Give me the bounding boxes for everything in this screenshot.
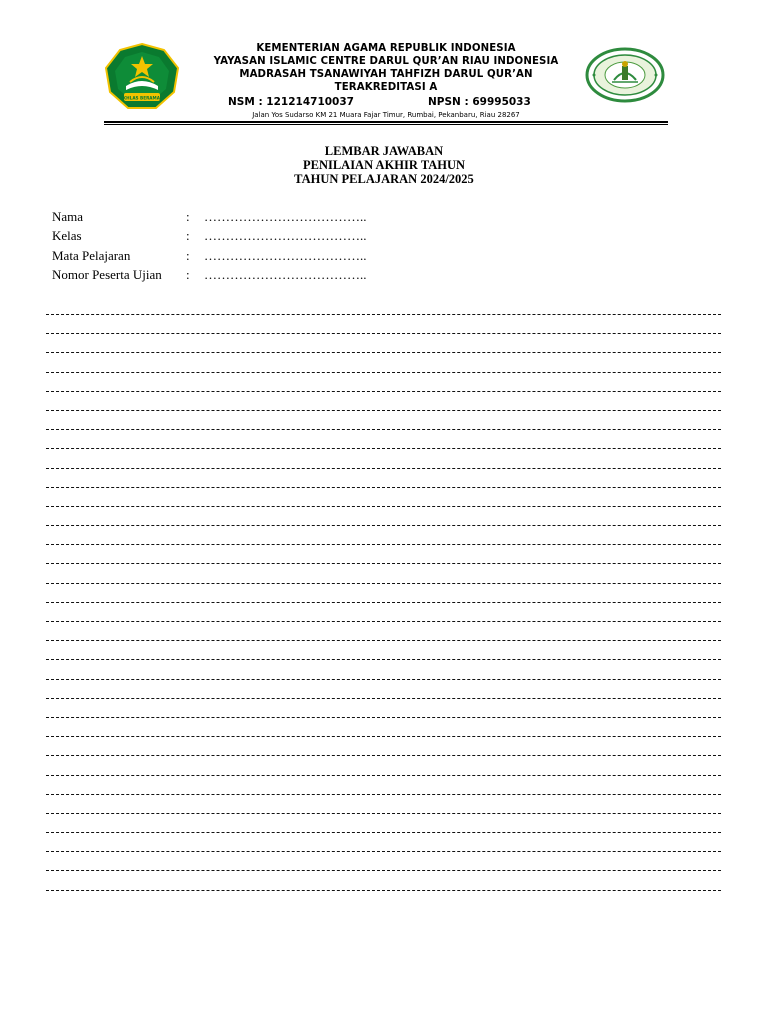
- answer-line: [46, 804, 721, 823]
- field-label: Nomor Peserta Ujian: [52, 266, 162, 282]
- answer-line: [46, 382, 721, 401]
- field-label: Nama: [52, 209, 84, 224]
- answer-line: [46, 478, 721, 497]
- answer-line: [46, 401, 721, 420]
- answer-line: [46, 554, 721, 573]
- letterhead-divider-thin: [104, 124, 668, 125]
- answer-line: [46, 861, 721, 880]
- letterhead-school: MADRASAH TSANAWIYAH TAHFIZH DARUL QUR’AN: [239, 69, 533, 80]
- letterhead-address: Jalan Yos Sudarso KM 21 Muara Fajar Timur, Rumbai, Pekanbaru, Riau 28267: [252, 111, 520, 119]
- field-blank: ………………………………..: [204, 228, 367, 244]
- npsn-number: NPSN : 69995033: [428, 96, 531, 108]
- answer-line: [46, 823, 721, 842]
- answer-line: [46, 439, 721, 458]
- answer-line: [46, 670, 721, 689]
- answer-line: [46, 650, 721, 669]
- svg-text:IKHLAS BERAMAL: IKHLAS BERAMAL: [121, 95, 163, 101]
- field-colon: :: [186, 266, 190, 282]
- answer-line: [46, 766, 721, 785]
- document-title: [0, 144, 768, 186]
- field-label: Mata Pelajaran: [52, 247, 131, 263]
- title-line-1: LEMBAR JAWABAN: [324, 144, 444, 158]
- answer-line: [46, 363, 721, 382]
- answer-line: [46, 305, 721, 324]
- answer-line: [46, 535, 721, 554]
- field-blank: ………………………………..: [204, 209, 367, 224]
- answer-line: [46, 689, 721, 708]
- field-colon: :: [186, 209, 190, 224]
- answer-line: [46, 746, 721, 765]
- answer-writing-area: [46, 305, 721, 900]
- field-blank: ………………………………..: [204, 266, 367, 282]
- field-colon: :: [186, 228, 190, 244]
- answer-line: [46, 343, 721, 362]
- field-label: Kelas: [52, 228, 82, 244]
- letterhead-accreditation: TERAKREDITASI A: [334, 82, 438, 93]
- answer-line: [46, 842, 721, 861]
- answer-line: [46, 727, 721, 746]
- answer-line: [46, 420, 721, 439]
- answer-line: [46, 631, 721, 650]
- nsm-number: NSM : 121214710037: [228, 96, 354, 108]
- answer-line: [46, 785, 721, 804]
- letterhead: [190, 42, 582, 94]
- answer-line: [46, 324, 721, 343]
- answer-line: [46, 612, 721, 631]
- answer-line: [46, 459, 721, 478]
- field-blank: ………………………………..: [204, 247, 367, 263]
- letterhead-foundation: YAYASAN ISLAMIC CENTRE DARUL QUR’AN RIAU INDONESIA: [213, 56, 559, 67]
- school-seal-icon: [584, 46, 666, 104]
- letterhead-divider-thick: [104, 121, 668, 123]
- letterhead-ids: [228, 96, 538, 109]
- letterhead-ministry: KEMENTERIAN AGAMA REPUBLIK INDONESIA: [256, 43, 516, 54]
- title-line-2: PENILAIAN AKHIR TAHUN: [302, 158, 466, 172]
- field-colon: :: [186, 247, 190, 263]
- answer-line: [46, 881, 721, 900]
- kemenag-logo-icon: [104, 42, 180, 110]
- answer-line: [46, 593, 721, 612]
- answer-line: [46, 516, 721, 535]
- answer-line: [46, 497, 721, 516]
- title-line-3: TAHUN PELAJARAN 2024/2025: [294, 172, 474, 186]
- answer-line: [46, 574, 721, 593]
- answer-line: [46, 708, 721, 727]
